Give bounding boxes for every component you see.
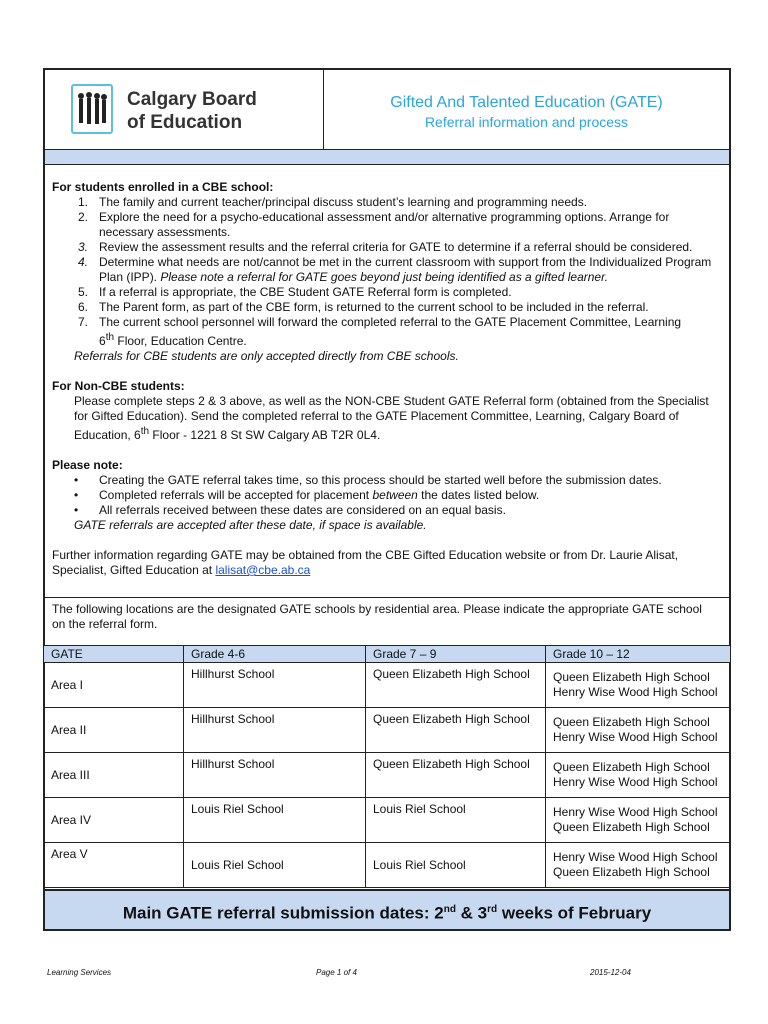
submission-dates-banner: Main GATE referral submission dates: 2nd & 3rd weeks of February — [43, 889, 731, 931]
table-header-row: GATE Grade 4-6 Grade 7 – 9 Grade 10 – 12 — [44, 646, 731, 663]
table-row: Area IV Louis Riel School Louis Riel School Henry Wise Wood High School Queen Elizabeth High School — [44, 798, 731, 843]
please-note-list — [52, 473, 724, 518]
cbe-note: Referrals for CBE students are only accepted directly from CBE schools. — [74, 349, 459, 363]
people-logo-icon — [71, 84, 113, 134]
table-row: Area I Hillhurst School Queen Elizabeth High School Queen Elizabeth High School Henry Wise Wood High School — [44, 663, 731, 708]
footer-page: Page 1 of 4 — [316, 968, 357, 977]
logo — [45, 70, 324, 150]
header — [45, 70, 729, 150]
org-name-line1: Calgary Board — [127, 89, 257, 110]
header-divider-bar — [45, 150, 729, 165]
table-row: Area III Hillhurst School Queen Elizabeth High School Queen Elizabeth High School Henry Wise Wood High School — [44, 753, 731, 798]
document-frame — [43, 68, 731, 929]
list-item: • Completed referrals will be accepted for placement between the dates listed below. — [52, 488, 724, 503]
org-name-line2: of Education — [127, 112, 243, 133]
list-item: 7. The current school personnel will forward the completed referral to the GATE Placement Committee, Learning 6th Floor, Education Centre. — [78, 315, 682, 348]
list-item: 1. The family and current teacher/principal discuss student’s learning and programming needs. — [78, 195, 588, 209]
document-subtitle: Referral information and process — [424, 114, 629, 130]
schools-intro: The following locations are the designated GATE schools by residential area. Please indicate the appropriate GATE school on the referral form. — [52, 602, 702, 631]
table-row: Area II Hillhurst School Queen Elizabeth High School Queen Elizabeth High School Henry Wise Wood High School — [44, 708, 731, 753]
footer-date: 2015-12-04 — [590, 968, 631, 977]
list-item: 5. If a referral is appropriate, the CBE Student GATE Referral form is completed. — [78, 285, 512, 299]
further-info: Further information regarding GATE may be obtained from the CBE Gifted Education website or from Dr. Laurie Alisat, Specialist, Gifted Education at lalisat@cbe.ab.ca — [52, 548, 679, 577]
divider — [45, 597, 729, 598]
document-title: Gifted And Talented Education (GATE) — [390, 94, 663, 111]
noncbe-text: Please complete steps 2 & 3 above, as well as the NON-CBE Student GATE Referral form (obtained from the Specialist for Gifted Education). Send the completed referral to the GATE Placement Committee, Learning, Calgary Board of Education, 6th Floor - 1221 8 St SW Calgary AB T2R 0L4. — [74, 394, 709, 442]
noncbe-heading: For Non-CBE students: — [52, 379, 185, 393]
table-row: Area V Louis Riel School Louis Riel School Henry Wise Wood High School Queen Elizabeth High School — [44, 843, 731, 888]
email-link[interactable]: lalisat@cbe.ab.ca — [215, 563, 311, 577]
please-note-italic: GATE referrals are accepted after these date, if space is available. — [74, 518, 427, 532]
cbe-heading: For students enrolled in a CBE school: — [52, 180, 274, 194]
cbe-steps — [52, 195, 724, 349]
list-item: 6. The Parent form, as part of the CBE form, is returned to the current school to be included in the referral. — [78, 300, 649, 314]
please-note-heading: Please note: — [52, 458, 123, 472]
list-item: 4. Determine what needs are not/cannot be met in the current classroom with support from the Individualized Program Plan (IPP). Please note a referral for GATE goes beyond just being identified as a gifted learner. — [78, 255, 712, 284]
gate-schools-table — [43, 645, 731, 888]
list-item: • All referrals received between these dates are considered on an equal basis. — [52, 503, 724, 518]
list-item: 2. Explore the need for a psycho-educational assessment and/or alternative programming options. Arrange for necessary assessments. — [78, 210, 670, 239]
footer-left: Learning Services — [47, 968, 112, 977]
list-item: 3. Review the assessment results and the referral criteria for GATE to determine if a referral should be considered. — [78, 240, 693, 254]
list-item: • Creating the GATE referral takes time, so this process should be started well before the submission dates. — [52, 473, 724, 488]
content — [52, 180, 724, 578]
